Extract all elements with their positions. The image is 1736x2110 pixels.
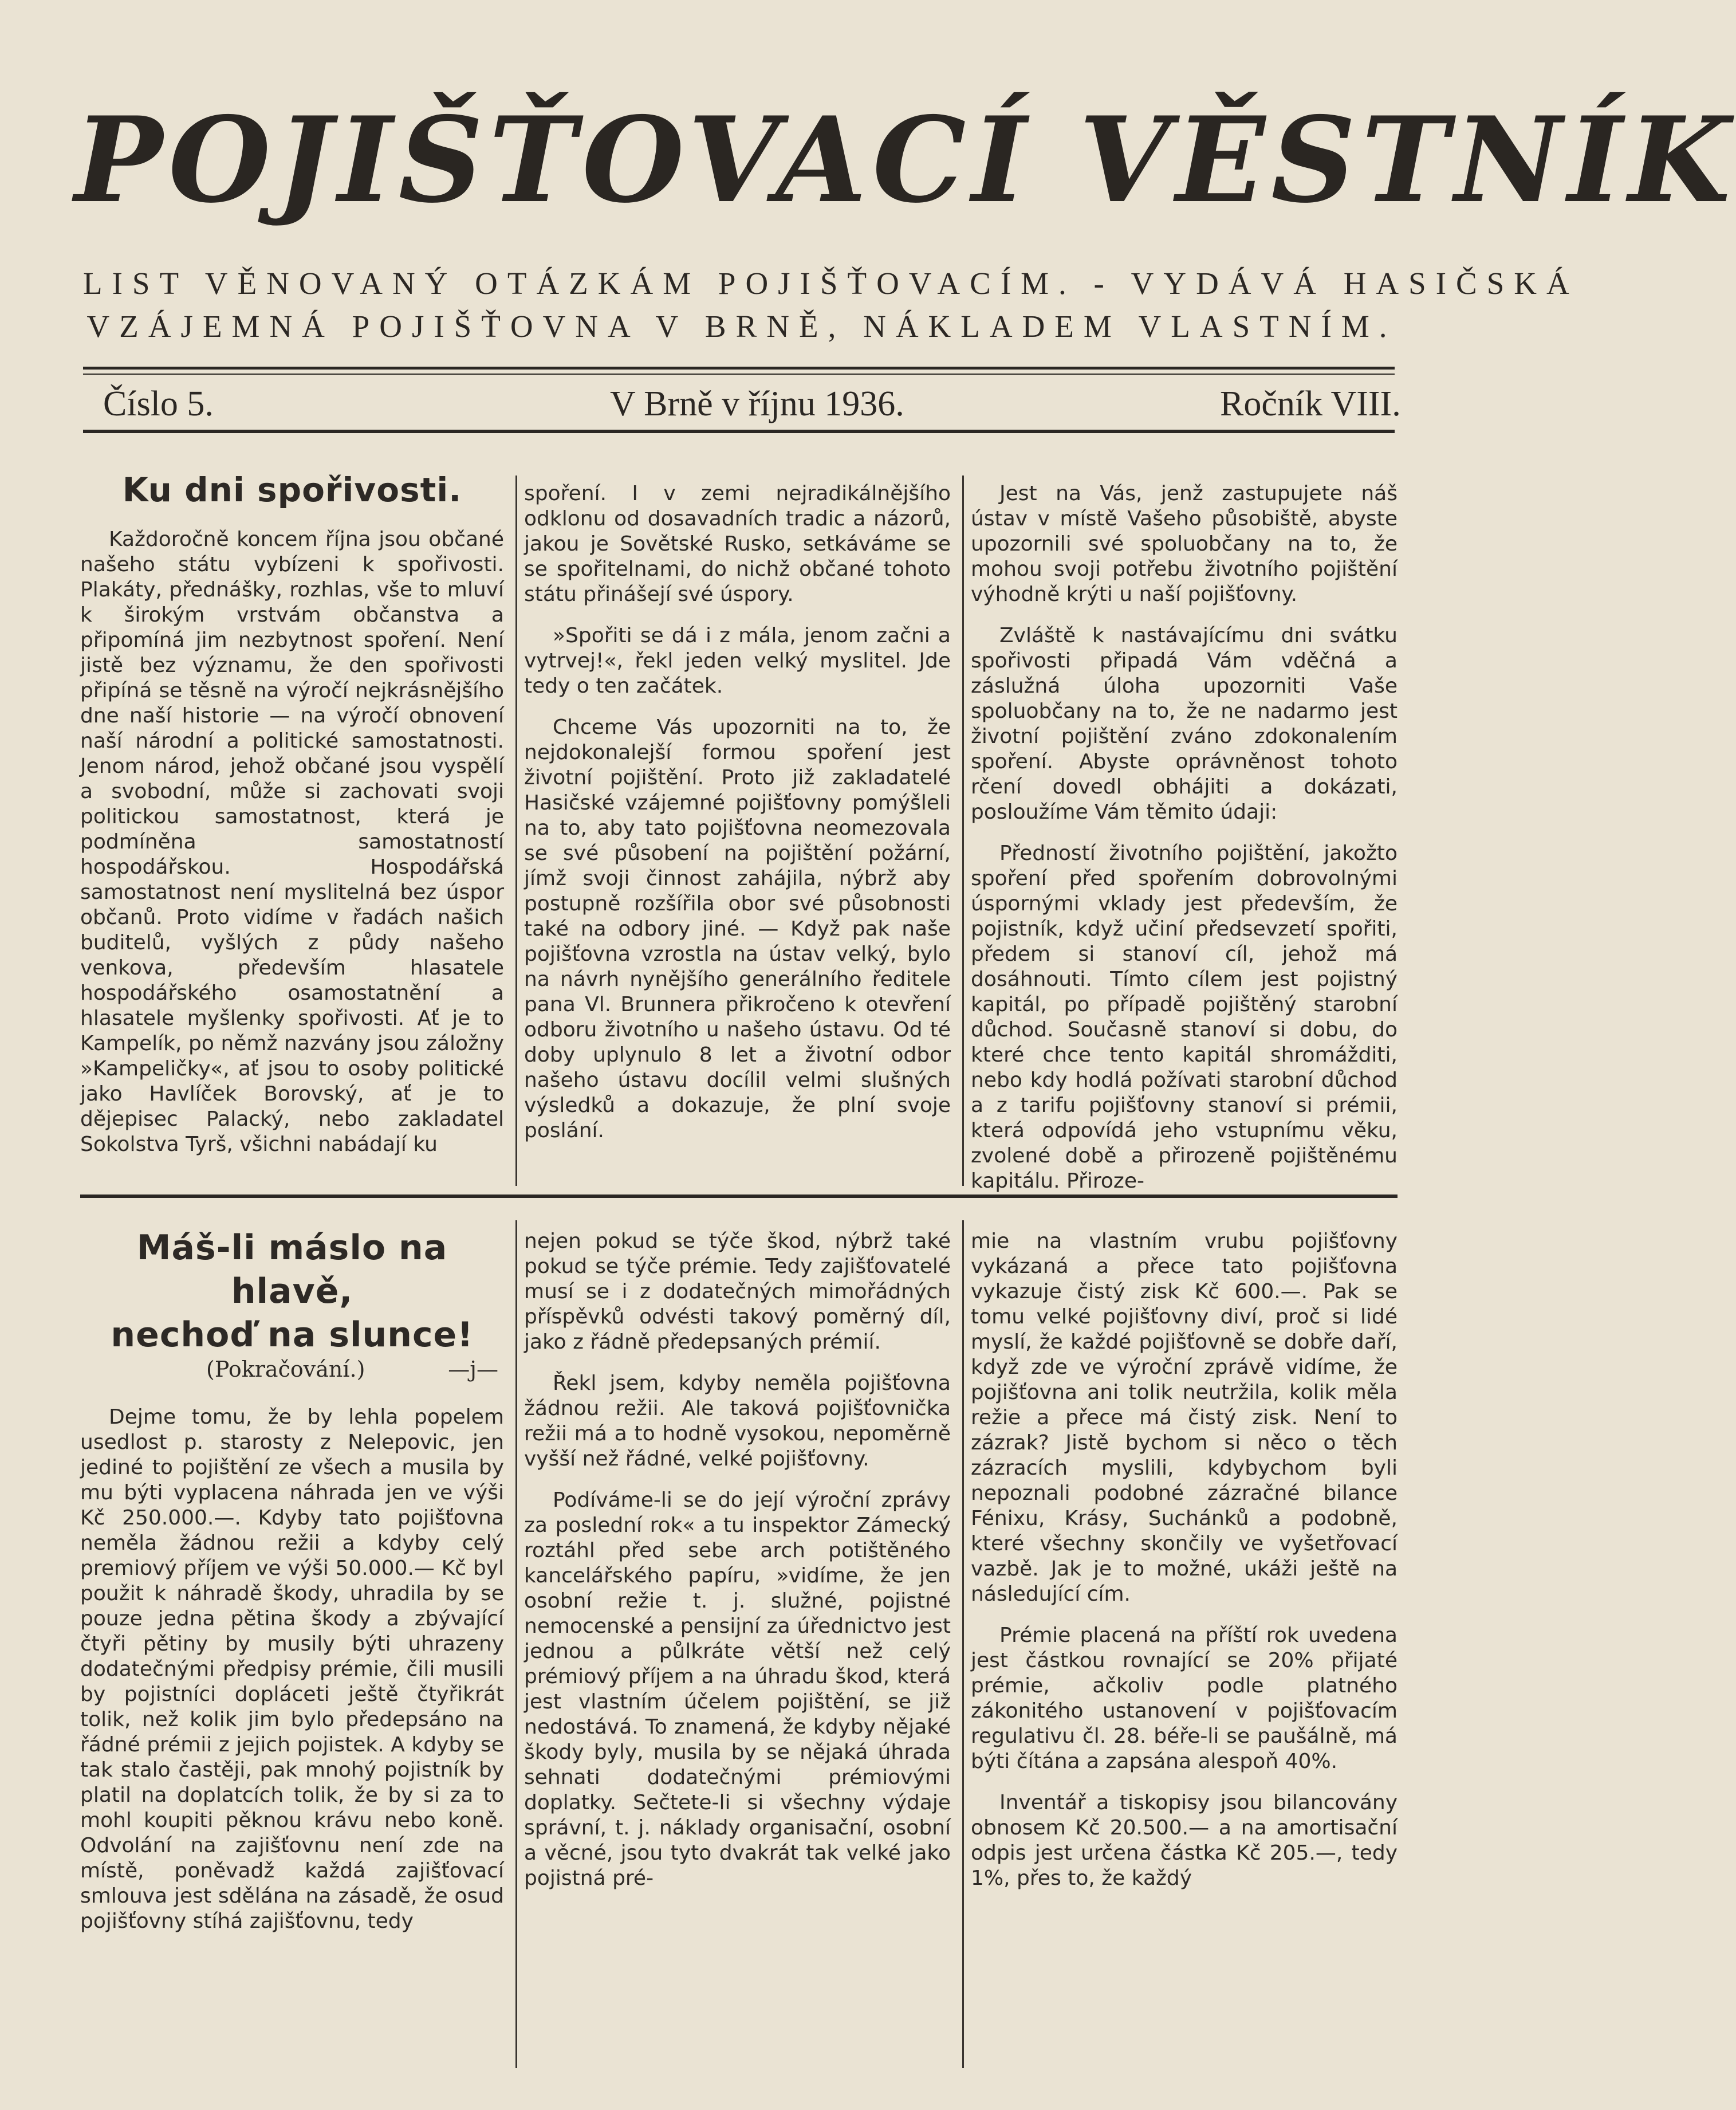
article1-column1	[80, 470, 504, 1180]
article1-title: Ku dni spořivosti.	[122, 470, 462, 509]
article2-column3	[971, 1229, 1398, 2071]
article1-col3-paragraph: Předností životního pojištění, jakožto spoření před spořením dobrovolnými úspornými vklady jest především, že pojistník, když učiní předsevzetí spořiti, předem si stanoví cíl, jehož má dosáhnouti. Tímto cílem jest pojistný kapitál, po případě pojištěný starobní důchod. Současně stanoví si dobu, do které chce tento kapitál shromážditi, nebo kdy hodlá požívati starobní důchod a z tarifu pojišťovny stanoví si prémii, která odpovídá jeho vstupnímu věku, zvolené době a přirozeně pojištěnému kapitálu. Přiroze-	[971, 842, 1398, 1193]
article2-column1	[80, 1226, 504, 2074]
article2-col3-paragraph: Prémie placená na příští rok uvedena jest částkou rovnající se 20% přijaté prémie, ačkoliv podle platného zákonitého ustanovení v pojišťovacím regulativu čl. 28. béře-li se paušálně, má býti čítána a zapsána alespoň 40%.	[971, 1624, 1398, 1773]
article1-col2-paragraph: Chceme Vás upozorniti na to, že nejdokonalejší formou spoření jest životní pojištění. Proto již zakladatelé Hasičské vzájemné pojišťovny pomýšleli na to, aby tato pojišťovna neomezovala se své působení na pojištění požární, jímž svoji činnost zahájila, nýbrž aby postupně rozšířila obor své působnosti také na odbory jiné. — Když pak naše pojišťovna vzrostla na ústav velký, bylo na návrh nynějšího generálního ředitele pana Vl. Brunnera přikročeno k otevření odboru životního u našeho ústavu. Od té doby uplynulo 8 let a životní odbor našeho ústavu docílil velmi slušných výsledků a dokazuje, že plní svoje poslání.	[524, 716, 951, 1142]
header-rule-top	[83, 367, 1395, 370]
article2-col2-paragraph: Řekl jsem, kdyby neměla pojišťovna žádnou režii. Ale taková pojišťovnička režii má a to hodně vysokou, nepoměrně vyšší než řádné, velké pojišťovny.	[524, 1372, 951, 1471]
issue-volume: Ročník VIII.	[1220, 384, 1401, 423]
article2-byline	[80, 1357, 504, 1382]
column-divider	[515, 476, 517, 1186]
article1-column3	[971, 481, 1398, 1193]
article2-title-line1: Máš-li máslo na hlavě,	[136, 1228, 448, 1311]
article1-col2-paragraph: spoření. I v zemi nejradikálnějšího odklonu od dosavadních tradic a názorů, jakou je Sovětské Rusko, setkáváme se se spořitelnami, do nichž občané tohoto státu přinášejí své úspory.	[524, 482, 951, 606]
masthead-subtitle-line1: LIST VĚNOVANÝ OTÁZKÁM POJIŠŤOVACÍM. - VYDÁVÁ HASIČSKÁ	[83, 266, 1579, 301]
article2-title-line2: nechoď na slunce!	[111, 1315, 474, 1355]
article-separator	[80, 1195, 1398, 1198]
header-rule-bottom	[83, 430, 1395, 433]
article2-column2	[524, 1229, 951, 2071]
article2-col2-paragraph: Podíváme-li se do její výroční zprávy za poslední rok« a tu inspektor Zámecký roztáhl před sebe arch potištěného kancelářského papíru, »vidíme, že jen osobní režie t. j. služné, pojistné nemocenské a pensijní za úřednictvo jest jednou a půlkráte větší než celý prémiový příjem a na úhradu škod, která jest vlastním účelem pojištění, se již nedostává. To znamená, že kdyby nějaké škody byly, musila by se nějaká úhrada sehnati dodatečnými prémiovými doplatky. Sečtete-li si všechny výdaje správní, t. j. náklady organisační, osobní a věcné, jsou tyto dvakrát tak velké jako pojistná pré-	[524, 1488, 951, 1890]
article2-col2-paragraph: nejen pokud se týče škod, nýbrž také pokud se týče prémie. Tedy zajišťovatelé musí se i z dodatečných mimořádných příspěvků odvésti takový poměrný díl, jako z řádně předepsaných prémií.	[524, 1229, 951, 1354]
masthead-subtitle-line2: VZÁJEMNÁ POJIŠŤOVNA V BRNĚ, NÁKLADEM VLASTNÍM.	[86, 309, 1397, 344]
article2-col3-paragraph: Inventář a tiskopisy jsou bilancovány obnosem Kč 20.500.— a na amortisační odpis jest určena částka Kč 205.—, tedy 1%, přes to, že každý	[971, 1791, 1398, 1890]
issue-number: Číslo 5.	[103, 384, 214, 423]
header-rule-top-thin	[83, 374, 1395, 375]
issue-place-date: V Brně v říjnu 1936.	[610, 384, 904, 423]
article1-col3-paragraph: Zvláště k nastávajícímu dni svátku spořivosti připadá Vám vděčná a záslužná úloha upozorniti Vaše spoluobčany na to, že ne nadarmo jest životní pojištění zváno zdokonalením spoření. Abyste oprávněnost tohoto rčení dovedl obhájiti a dokázati, posloužíme Vám těmito údaji:	[971, 624, 1398, 824]
article2-col3-paragraph: mie na vlastním vrubu pojišťovny vykázaná a přece tato pojišťovna vykazuje čistý zisk Kč 600.—. Pak se tomu velké pojišťovny diví, proč si lidé myslí, že každé pojišťovně se dobře daří, když zde ve výroční zprávě vidíme, že pojišťovna ani tolik neutržila, kolik měla režie a přece má čistý zisk. Není to zázrak? Jistě bychom si něco o těch zázracích myslili, kdybychom byli nepoznali podobné zázračné bilance Fénixu, Krásy, Suchánků a podobně, které všechny skončily ve vyšetřovací vazbě. Jak je to možné, ukáži ještě na následující cím.	[971, 1229, 1398, 1606]
article2-col1-paragraph: Dejme tomu, že by lehla popelem usedlost p. starosty z Nelepovic, jen jediné to pojištění ze všech a musila by mu býti vyplacena náhrada jen ve výši Kč 250.000.—. Kdyby tato pojišťovna neměla žádnou režii a kdyby celý premiový příjem ve výši 50.000.— Kč byl použit k náhradě škody, uhradila by se pouze jedna pětina škody a zbývající čtyři pětiny by musily býti uhrazeny dodatečnými předpisy prémie, čili musili by pojistníci dopláceti ještě čtyřikrát tolik, než kolik jim bylo předepsáno na řádné prémii z jejich pojistek. A kdyby se tak stalo častěji, pak mnohý pojistník by platil na doplatcích tolik, že by si za to mohl koupiti pěknou krávu nebo koně. Odvolání na zajišťovnu není zde na místě, poněvadž každá zajišťovací smlouva jest sdělána na zásadě, že osud pojišťovny stíhá zajišťovnu, tedy	[80, 1405, 504, 1933]
column-divider	[515, 1220, 517, 2068]
column-divider	[962, 1220, 964, 2068]
article1-col2-paragraph: »Spořiti se dá i z mála, jenom začni a vytrvej!«, řekl jeden velký myslitel. Jde tedy o ten začátek.	[524, 624, 951, 698]
article1-column2	[524, 481, 951, 1186]
article2-continued: (Pokračování.)	[206, 1357, 365, 1382]
article1-col1-paragraph: Každoročně koncem října jsou občané našeho státu vybízeni k spořivosti. Plakáty, přednášky, rozhlas, vše to mluví k širokým vrstvám občanstva a připomíná jim nezbytnost spoření. Není jistě bez významu, že den spořivosti připíná se těsně na výročí nejkrásnějšího dne naší historie — na výročí obnovení naší národní a politické samostatnosti. Jenom národ, jehož občané jsou vyspělí a svobodní, může si zachovati svoji politickou samostatnost, která je podmíněna samostatností hospodářskou. Hospodářská samostatnost není myslitelná bez úspor občanů. Proto vidíme v řadách našich buditelů, vyšlých z půdy našeho venkova, především hlasatele hospodářského osamostatnění a hlasatele myšlenky spořivosti. Ať je to Kampelík, po němž nazvány jsou záložny »Kampeličky«, ať jsou to osoby politické jako Havlíček Borovský, ať je to dějepisec Palacký, nebo zakladatel Sokolstva Tyrš, všichni nabádají ku	[80, 528, 504, 1156]
column-divider	[962, 476, 964, 1186]
article2-author: —j—	[448, 1357, 498, 1382]
article1-col3-paragraph: Jest na Vás, jenž zastupujete náš ústav v místě Vašeho působiště, abyste upozornili své spoluobčany na to, že mohou svoji potřebu životního pojištění výhodně krýti u naší pojišťovny.	[971, 482, 1398, 606]
masthead-title: POJIŠŤOVACÍ VĚSTNÍK	[74, 92, 1736, 229]
